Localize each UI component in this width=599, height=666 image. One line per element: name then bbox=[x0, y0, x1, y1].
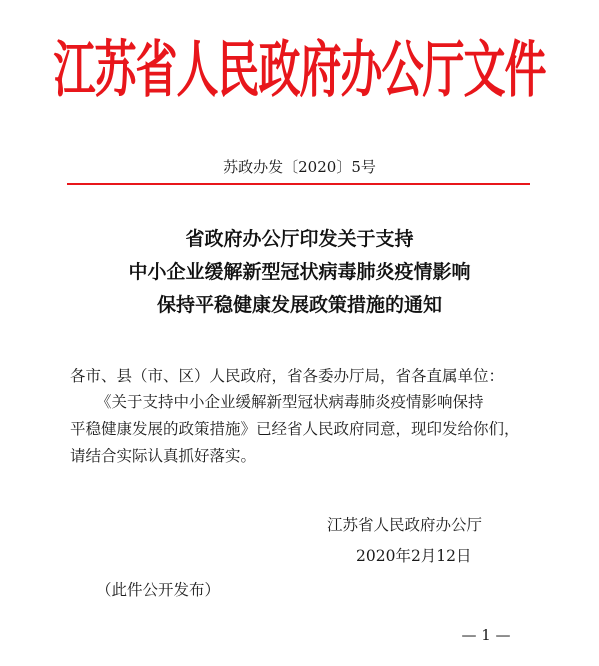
body-paragraph bbox=[70, 389, 550, 470]
issue-date: 2020年2月12日 bbox=[356, 547, 472, 565]
subject-line: 保持平稳健康发展政策措施的通知 bbox=[156, 294, 442, 316]
document-subject bbox=[40, 223, 559, 322]
issuer-title: 江苏省人民政府办公厅文件 bbox=[53, 33, 546, 105]
body-line: 平稳健康发展的政策措施》已经省人民政府同意，现印发给你们， bbox=[70, 420, 520, 438]
document-number: 苏政办发〔2020〕5号 bbox=[223, 158, 376, 176]
disclosure-note: （此件公开发布） bbox=[96, 581, 221, 599]
addressee-line: 各市、县（市、区）人民政府，省各委办厅局，省各直属单位： bbox=[70, 367, 505, 385]
subject-line: 省政府办公厅印发关于支持 bbox=[185, 228, 414, 250]
page-number: — 1 — bbox=[461, 626, 511, 644]
subject-line: 中小企业缓解新型冠状病毒肺炎疫情影响 bbox=[128, 261, 471, 283]
red-divider-line bbox=[67, 183, 530, 185]
body-line: 请结合实际认真抓好落实。 bbox=[70, 447, 257, 465]
body-line: 《关于支持中小企业缓解新型冠状病毒肺炎疫情影响保持 bbox=[96, 393, 484, 411]
signatory: 江苏省人民政府办公厅 bbox=[327, 516, 483, 534]
